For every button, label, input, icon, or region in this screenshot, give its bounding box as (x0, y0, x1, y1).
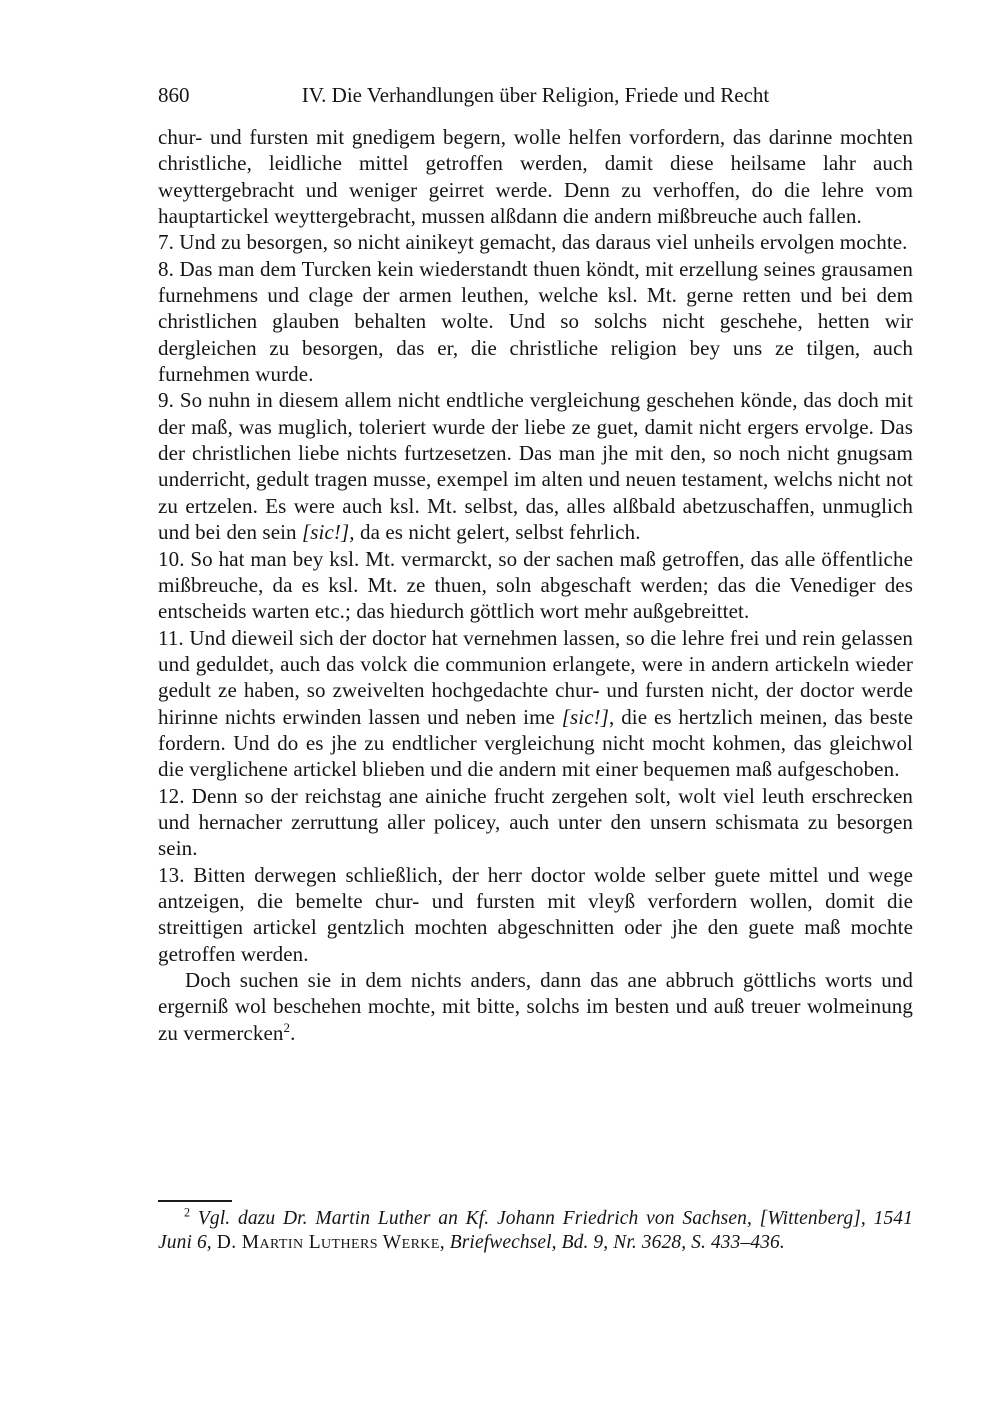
footnote-reference: 2 (283, 1019, 291, 1035)
text-segment: 12. Denn so der reichstag ane ainiche frucht zergehen solt, wolt viel leuth erschrecken und hernacher zerruttung aller policey, auch unter den unsern schismata zu besorgen sein. (158, 783, 913, 861)
text-segment: chur- und fursten mit gnedigem begern, wolle helfen vorfordern, das darinne mochten christliche, leidliche mittel getroffen werden, damit diese heilsame lahr auch weyttergebracht und weniger geirret werde. Denn zu verhoffen, do die lehre vom hauptartickel weyttergebracht, mussen alßdann die andern mißbreuche auch fallen. (158, 125, 913, 229)
paragraph (158, 229, 913, 255)
paragraph (158, 862, 913, 967)
text-segment: , Briefwechsel, Bd. 9, Nr. 3628, S. 433–436. (439, 1231, 785, 1253)
text-segment: Vgl. dazu Dr. Martin Luther an Kf. Johann Friedrich von Sachsen, [Wittenberg], 1541 Juni 6, (158, 1208, 913, 1253)
paragraph (158, 625, 913, 783)
footnote-marker: 2 (184, 1205, 191, 1220)
paragraph (158, 967, 913, 1046)
text-segment: [sic!] (561, 704, 610, 729)
paragraph (158, 387, 913, 545)
running-header (158, 83, 913, 107)
text-segment: Doch suchen sie in dem nichts anders, dann das ane abbruch göttlichs worts und ergerniß wol beschehen mochte, mit bitte, solchs im besten und auß treuer wolmeinung zu vermercken (158, 968, 913, 1045)
text-segment: 10. So hat man bey ksl. Mt. vermarckt, so der sachen maß getroffen, das alle öffentliche mißbreuche, da es ksl. Mt. ze thuen, soln abgeschaft werden; das die Venediger des entscheids warten etc.; das hiedurch göttlich wort mehr außgebreittet. (158, 546, 913, 624)
text-segment: . (290, 1020, 296, 1045)
body-text (158, 124, 913, 1046)
text-block (158, 83, 913, 1253)
page-number: 860 (158, 83, 190, 107)
text-segment: 11. Und dieweil sich der doctor hat vernehmen lassen, so die lehre frei und rein gelassen und geduldet, auch das volck die communion erlangete, were in andern artickeln wieder gedult ze haben, so zweivelten hochgedachte chur- und fursten nicht, der doctor werde hirinne nichts erwinden lassen und neben ime (158, 625, 913, 729)
text-segment: 8. Das man dem Turcken kein wiederstandt thuen köndt, mit erzellung seines grausamen furnehmens und clage der armen leuthen, welche ksl. Mt. gerne retten und bei dem christlichen glauben behalten wolte. Und so solchs nicht geschehe, hetten wir dergleichen zu besorgen, das er, die christliche religion bey uns ze tilgen, auch furnehmen wurde. (158, 256, 913, 387)
footnote (158, 1207, 913, 1255)
text-segment: [sic!], (302, 520, 355, 545)
paragraph (158, 256, 913, 388)
paragraph (158, 783, 913, 862)
text-segment: 13. Bitten derwegen schließlich, der herr doctor wolde selber guete mittel und wege antzeigen, die bemelte chur- und fursten mit vleyß verfordern wollen, domit die streittigen artickel gentzlich mochten abgeschnitten oder jhe den guete maß mochte getroffen werden. (158, 862, 913, 966)
footnote-area (158, 1200, 913, 1255)
text-segment: da es nicht gelert, selbst fehrlich. (354, 520, 641, 545)
footnote-separator-rule (158, 1200, 232, 1202)
paragraph (158, 546, 913, 625)
text-segment: D. Martin Luthers Werke (216, 1231, 440, 1253)
text-segment: , die es hertzlich meinen, das beste fordern. Und do es jhe zu endtlicher vergleichung nicht mocht kohmen, das gleichwol die verglichene artickel blieben und die andern mit einer bequemen maß aufgeschoben. (158, 704, 913, 782)
text-segment: 7. Und zu besorgen, so nicht ainikeyt gemacht, das daraus viel unheils ervolgen mochte. (158, 230, 908, 255)
paragraph (158, 124, 913, 229)
text-segment: 9. So nuhn in diesem allem nicht endtliche vergleichung geschehen könde, das doch mit der maß, was muglich, toleriert wurde der liebe ze guet, damit nicht ergers ervolge. Das der christlichen liebe nichts furtzesetzen. Das man jhe mit den, so noch nicht gnugsam underricht, gedult tragen musse, exempel im alten und neuen testament, welchs nicht not zu ertzelen. Es were auch ksl. Mt. selbst, das, alles alßbald abetzuschaffen, unmuglich und bei den sein (158, 388, 913, 545)
running-title: IV. Die Verhandlungen über Religion, Friede und Recht (301, 83, 770, 107)
